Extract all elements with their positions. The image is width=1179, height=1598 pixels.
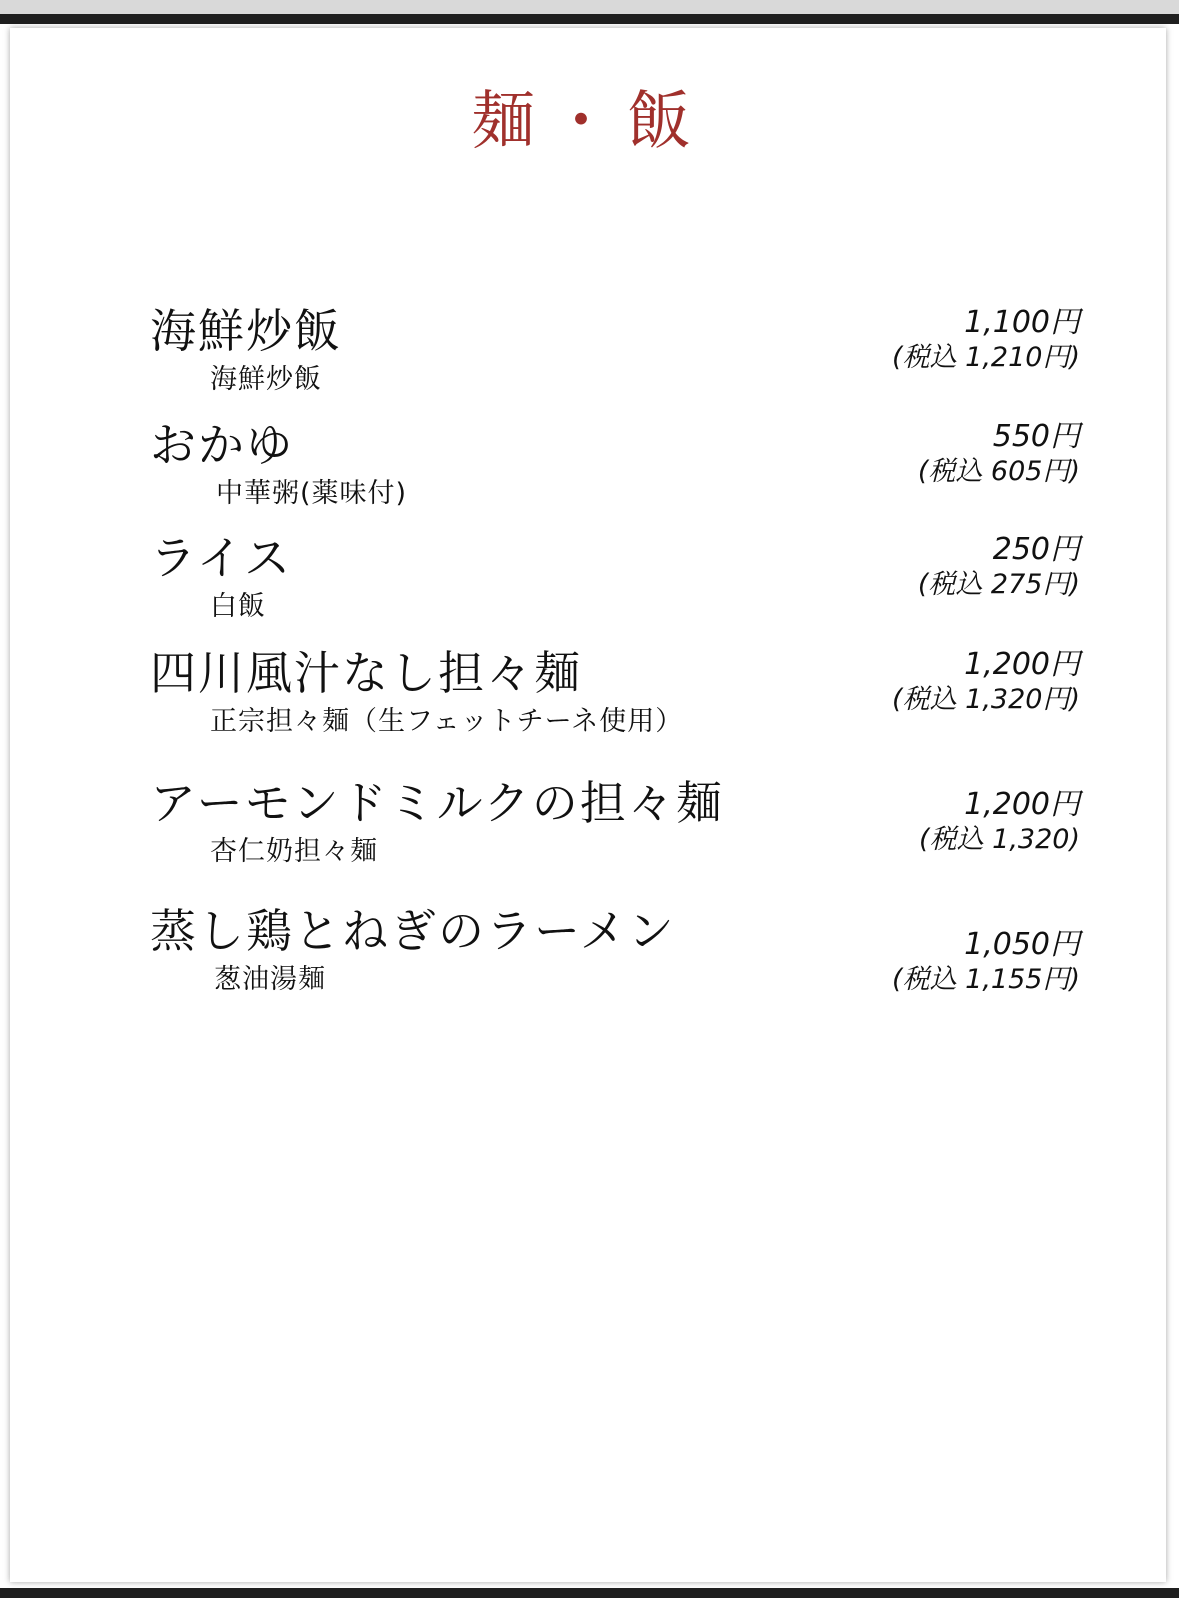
item-price: 1,200円 [964,787,1080,822]
item-price-tax: (税込 1,155円) [892,964,1080,995]
item-price: 1,100円 [964,305,1080,340]
item-description: 中華粥(薬味付) [216,478,408,509]
item-name: 四川風汁なし担々麺 [150,646,582,700]
bottom-frame-bar [0,1588,1179,1598]
item-description: 葱油湯麺 [214,964,326,995]
item-name: アーモンドミルクの担々麺 [150,776,724,830]
item-name: ライス [150,531,293,585]
item-description: 海鮮炒飯 [210,364,322,395]
item-name: 海鮮炒飯 [150,304,342,358]
item-price: 550円 [992,419,1080,454]
top-frame-bar [0,14,1179,24]
item-price-tax: (税込 275円) [917,569,1080,600]
item-price-tax: (税込 1,320円) [892,684,1080,715]
item-price-tax: (税込 1,320) [919,824,1080,855]
top-edge [0,0,1179,14]
item-price-tax: (税込 1,210円) [892,342,1080,373]
item-name: 蒸し鶏とねぎのラーメン [150,904,676,958]
item-price: 250円 [992,532,1080,567]
item-name: おかゆ [150,418,294,472]
item-price: 1,050円 [964,927,1080,962]
item-description: 白飯 [210,591,266,622]
item-price-tax: (税込 605円) [917,456,1080,487]
page-title: 麺・飯 [471,85,705,159]
item-description: 正宗担々麺（生フェットチーネ使用） [210,706,684,737]
menu-page [10,28,1166,1582]
item-description: 杏仁奶担々麺 [210,836,378,867]
item-price: 1,200円 [964,647,1080,682]
